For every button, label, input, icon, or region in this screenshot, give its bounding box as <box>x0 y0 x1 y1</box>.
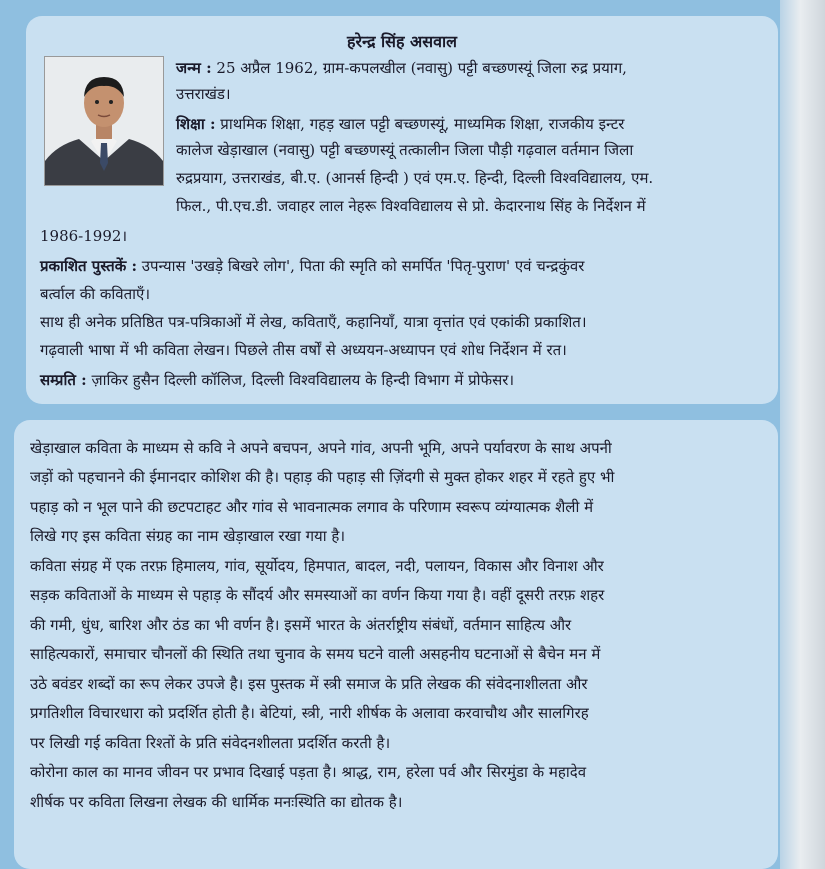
books-line-3: साथ ही अनेक प्रतिष्ठित पत्र-पत्रिकाओं में लेख, कविताएँ, कहानियाँ, यात्रा वृत्तांत एवं एकांकी प्रकाशित। <box>40 313 587 331</box>
books-line-1 <box>40 256 584 276</box>
current-text: ज़ाकिर हुसैन दिल्ली कॉलिज, दिल्ली विश्वविद्यालय के हिन्दी विभाग में प्रोफेसर। <box>91 371 515 389</box>
desc-line-7: की गमी, धुंध, बारिश और ठंड का भी वर्णन है। इसमें भारत के अंतर्राष्ट्रीय संबंधों, वर्तमान साहित्य और <box>30 616 572 634</box>
current-line <box>40 370 514 390</box>
education-line-4: फिल., पी.एच.डी. जवाहर लाल नेहरू विश्वविद्यालय से प्रो. केदारनाथ सिंह के निर्देशन में <box>176 197 646 215</box>
desc-line-6: सड़क कविताओं के माध्यम से पहाड़ के सौंदर्य और समस्याओं का वर्णन किया गया है। वहीं दूसरी तरफ़ शहर <box>30 586 605 604</box>
desc-line-8: साहित्यकारों, समाचार चौनलों की स्थिति तथा चुनाव के समय घटने वाली असहनीय घटनाओं से बैचेन मन में <box>30 645 601 663</box>
birth-label: जन्म : <box>176 59 212 77</box>
author-photo <box>44 56 164 186</box>
education-line-3: रुद्रप्रयाग, उत्तराखंड, बी.ए. (आनर्स हिन्दी ) एवं एम.ए. हिन्दी, दिल्ली विश्वविद्यालय, एम. <box>176 169 654 187</box>
desc-line-3: पहाड़ को न भूल पाने की छटपटाहट और गांव से भावनात्मक लगाव के परिणाम स्वरूप व्यंग्यात्मक शैली में <box>30 498 594 516</box>
book-spine <box>780 0 825 869</box>
birth-line-1 <box>176 58 627 78</box>
author-bio-card <box>26 16 778 404</box>
education-text: प्राथमिक शिक्षा, गहड़ खाल पट्टी बच्छणस्यूं, माध्यमिक शिक्षा, राजकीय इन्टर <box>220 115 625 133</box>
books-line-2: बर्त्वाल की कविताएँ। <box>40 285 151 303</box>
author-name: हरेन्द्र सिंह असवाल <box>346 32 457 51</box>
desc-line-9: उठे बवंडर शब्दों का रूप लेकर उपजे है। इस पुस्तक में स्त्री समाज के प्रति लेखक की संवेदनाशीलता और <box>30 675 588 693</box>
desc-line-13: शीर्षक पर कविता लिखना लेखक की धार्मिक मनःस्थिति का द्योतक है। <box>30 793 403 811</box>
education-label: शिक्षा : <box>176 115 216 133</box>
book-description-card <box>14 420 778 869</box>
books-label: प्रकाशित पुस्तकें : <box>40 257 137 275</box>
education-line-5: 1986-1992। <box>40 227 128 245</box>
books-text: उपन्यास 'उखड़े बिखरे लोग', पिता की स्मृति को समर्पित 'पितृ-पुराण' एवं चन्द्रकुंवर <box>141 257 585 275</box>
desc-line-4: लिखे गए इस कविता संग्रह का नाम खेड़ाखाल रखा गया है। <box>30 527 346 545</box>
desc-line-12: कोरोना काल का मानव जीवन पर प्रभाव दिखाई पड़ता है। श्राद्ध, राम, हरेला पर्व और सिरमुंडा के महादेव <box>30 763 587 781</box>
birth-line-2: उत्तराखंड। <box>176 85 231 103</box>
desc-line-1: खेड़ाखाल कविता के माध्यम से कवि ने अपने बचपन, अपने गांव, अपनी भूमि, अपने पर्यावरण के साथ अपनी <box>30 439 612 457</box>
birth-text: 25 अप्रैल 1962, ग्राम-कपलखील (नवासु) पट्टी बच्छणस्यूं जिला रुद्र प्रयाग, <box>216 59 627 77</box>
desc-line-2: जड़ों को पहचानने की ईमानदार कोशिश की है। पहाड़ की पहाड़ सी ज़िंदगी से मुक्त होकर शहर में रहते हुए भी <box>30 468 615 486</box>
desc-line-10: प्रगतिशील विचारधारा को प्रदर्शित होती है। बेटियां, स्त्री, नारी शीर्षक के अलावा करवाचौथ और सालगिरह <box>30 704 589 722</box>
education-line-2: कालेज खेड़ाखाल (नवासु) पट्टी बच्छणस्यूं तत्कालीन जिला पौड़ी गढ़वाल वर्तमान जिला <box>176 141 634 159</box>
books-line-4: गढ़वाली भाषा में भी कविता लेखन। पिछले तीस वर्षों से अध्ययन-अध्यापन एवं शोध निर्देशन में रत। <box>40 341 567 359</box>
current-label: सम्प्रति : <box>40 371 87 389</box>
desc-line-11: पर लिखी गई कविता रिश्तों के प्रति संवेदनशीलता प्रदर्शित करती है। <box>30 734 391 752</box>
education-line-1 <box>176 114 624 134</box>
desc-line-5: कविता संग्रह में एक तरफ़ हिमालय, गांव, सूर्योदय, हिमपात, बादल, नदी, पलायन, विकास और विनाश और <box>30 557 604 575</box>
author-portrait-icon <box>45 57 163 185</box>
